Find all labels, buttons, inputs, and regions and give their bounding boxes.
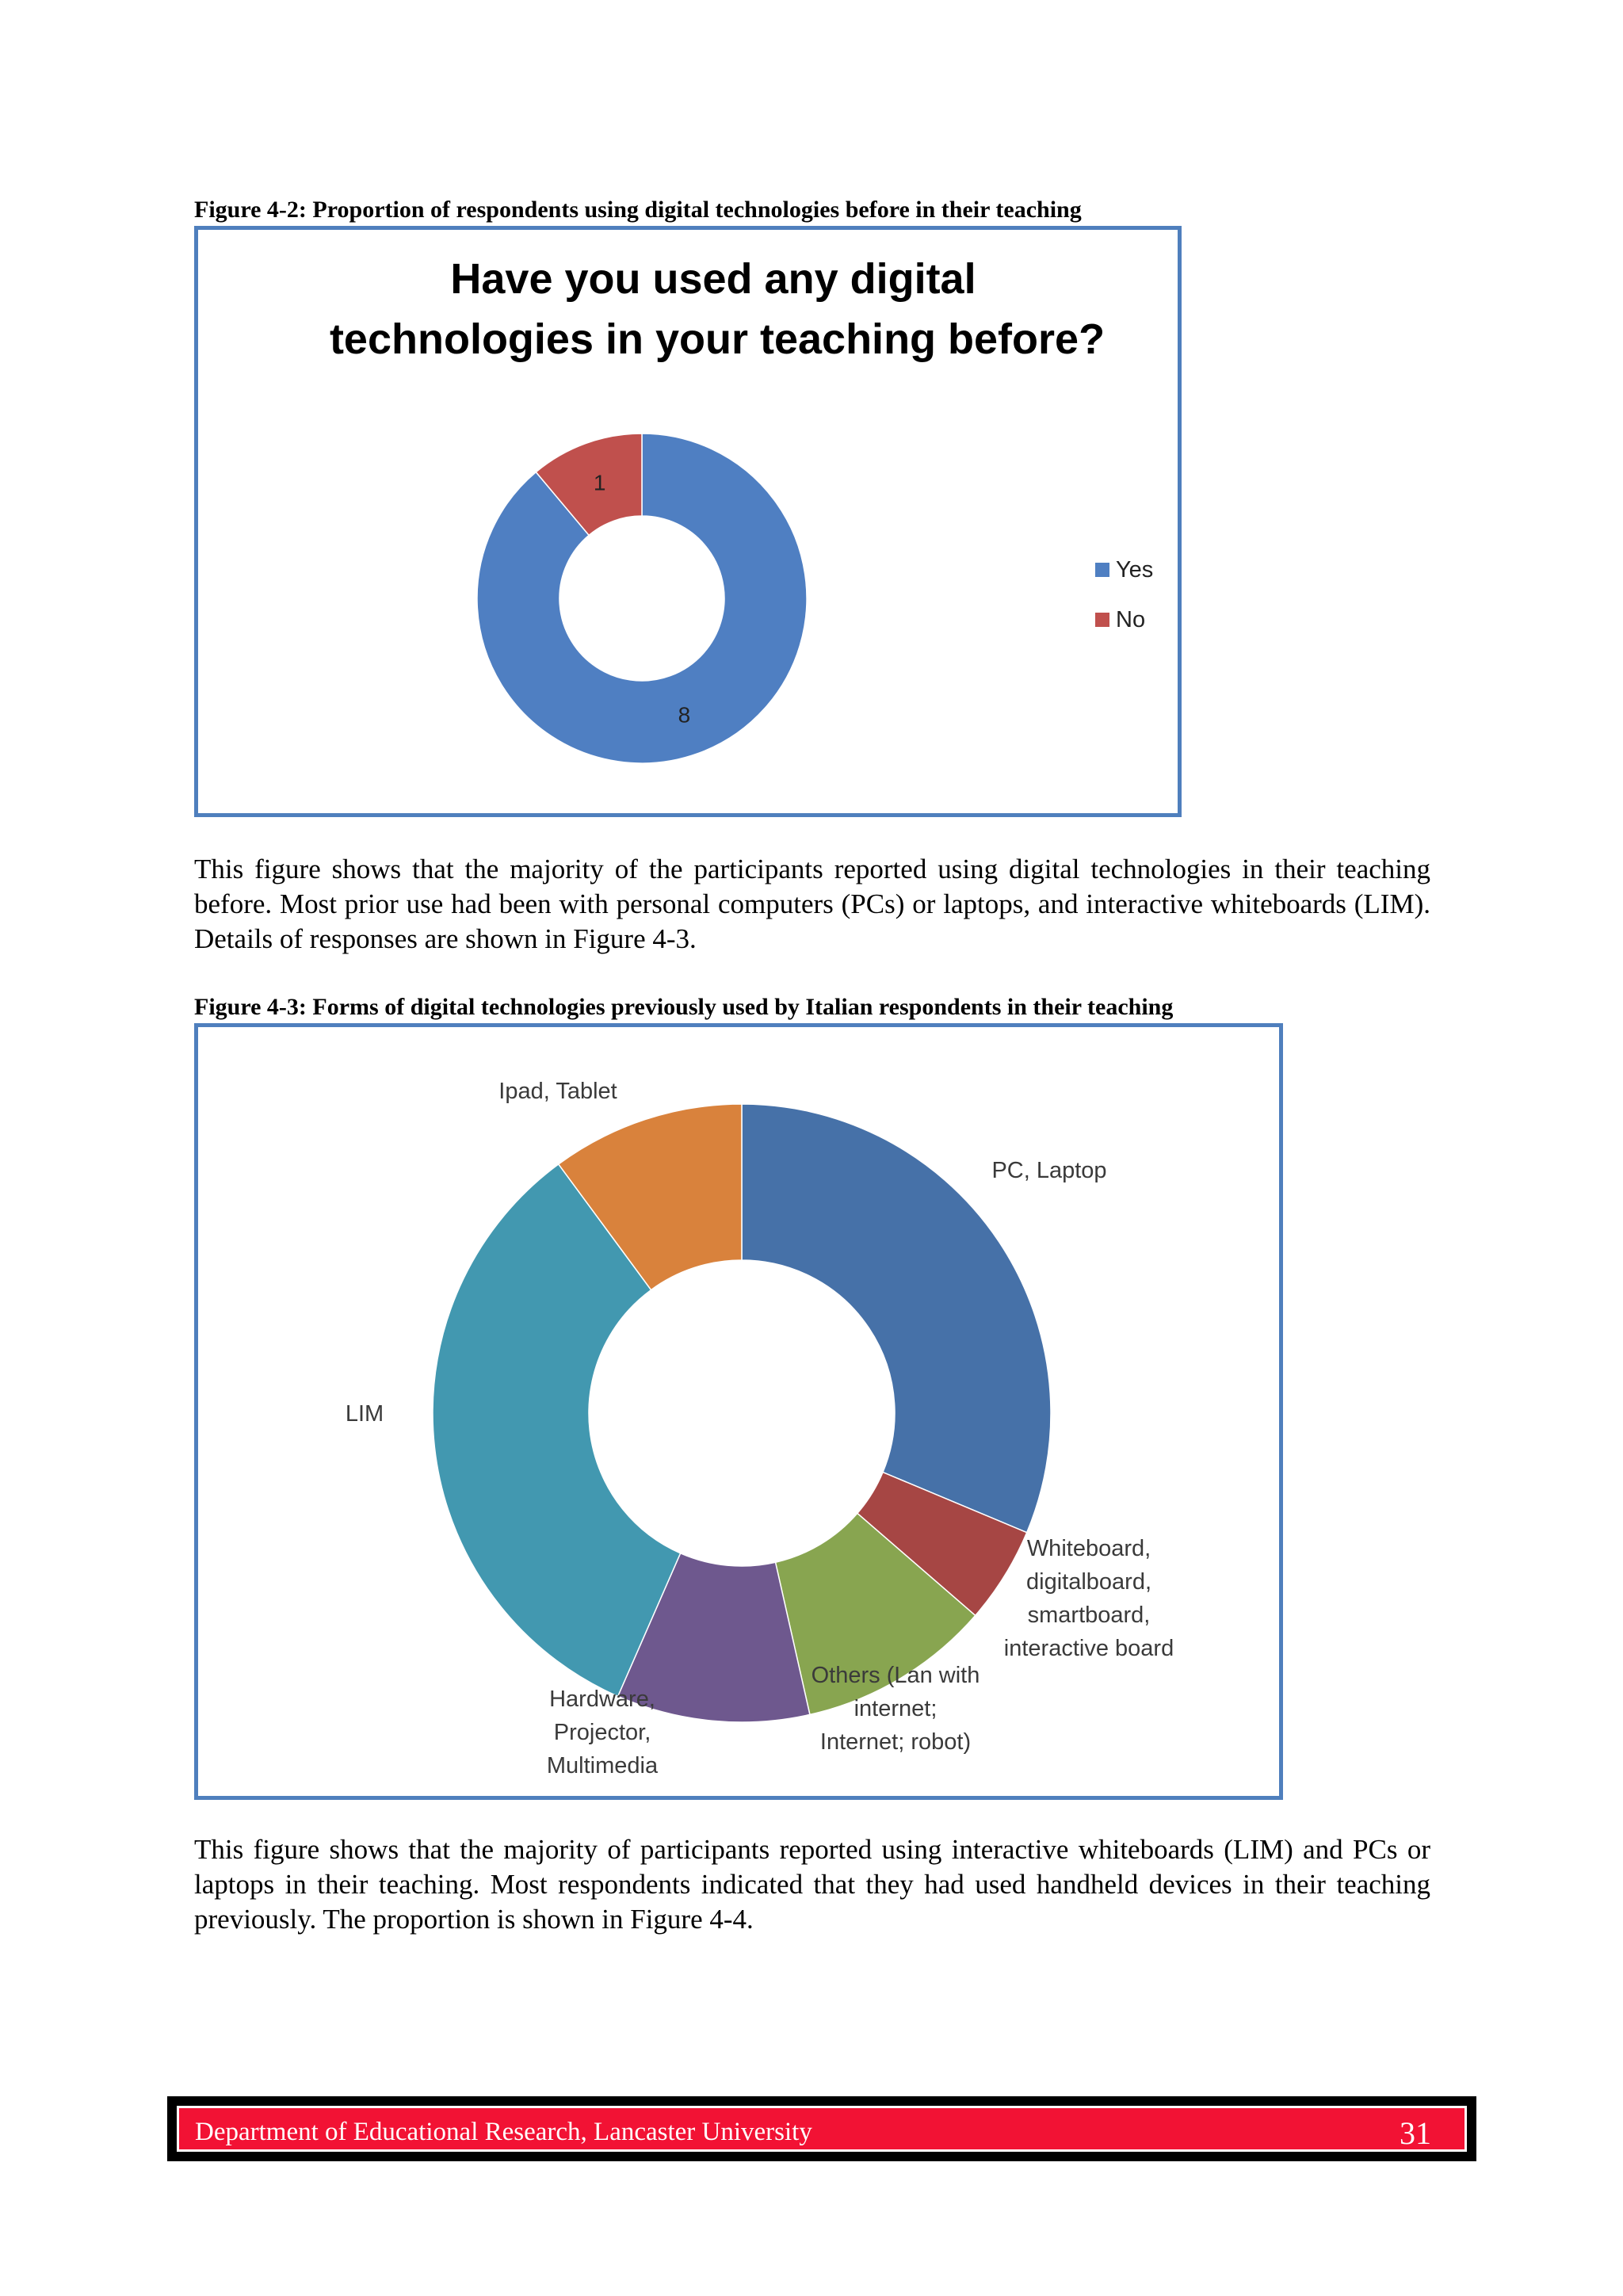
- label-line: smartboard,: [1027, 1603, 1151, 1628]
- page-number: 31: [1400, 2115, 1431, 2151]
- figure-4-2-frame: [194, 226, 1182, 817]
- legend-label-no: No: [1116, 607, 1146, 632]
- label-whiteboard-digitalboard-smartboard-interactive-board: [1004, 1536, 1174, 1661]
- label-line: Hardware,: [549, 1687, 655, 1712]
- figure-4-3-caption: Figure 4-3: Forms of digital technologies previously used by Italian respondents in their teaching: [194, 994, 1174, 1020]
- page-footer: [167, 2096, 1476, 2161]
- figure-4-2-donut-chart: [198, 230, 1178, 813]
- donut-slices: [433, 1104, 1051, 1722]
- footer-institution: Department of Educational Research, Lancaster University: [195, 2118, 812, 2146]
- label-lim: [346, 1401, 384, 1427]
- label-line: Others (Lan with: [811, 1663, 980, 1688]
- figure-4-3-frame: [194, 1023, 1283, 1800]
- legend-label-yes: Yes: [1116, 557, 1154, 583]
- label-line: LIM: [345, 1401, 384, 1427]
- label-line: digitalboard,: [1026, 1569, 1151, 1595]
- label-line: Multimedia: [546, 1753, 659, 1778]
- chart-title-line-1: Have you used any digital: [450, 255, 976, 303]
- legend-swatch-no: [1095, 613, 1109, 627]
- data-label-yes: 8: [678, 702, 691, 728]
- label-pc-laptop: [991, 1158, 1106, 1183]
- label-line: interactive board: [1003, 1636, 1174, 1661]
- label-line: Internet; robot): [819, 1729, 972, 1755]
- label-line: Whiteboard,: [1026, 1536, 1151, 1561]
- label-line: Projector,: [553, 1720, 651, 1745]
- label-line: Ipad, Tablet: [498, 1079, 617, 1104]
- legend-swatch-yes: [1095, 563, 1109, 577]
- label-others-lan-with-internet-internet-robot: [812, 1663, 980, 1755]
- label-line: internet;: [854, 1696, 938, 1721]
- figure-4-2-caption: Figure 4-2: Proportion of respondents using digital technologies before in their teaching: [194, 197, 1082, 223]
- figure-4-3-donut-chart: [198, 1027, 1279, 1796]
- label-ipad-tablet: [498, 1079, 617, 1104]
- footer-bar: [177, 2106, 1467, 2152]
- chart-title-line-2: technologies in your teaching before?: [329, 315, 1106, 363]
- chart-legend: [1095, 557, 1153, 632]
- paragraph-1: This figure shows that the majority of the participants reported using digital technologies in their teaching before. Most prior use had been with personal computers (PCs) or laptops, and interactive whiteboards (LIM). Details of responses are shown in Figure 4-3.: [194, 854, 1430, 954]
- label-line: PC, Laptop: [991, 1158, 1107, 1183]
- data-label-no: 1: [593, 470, 606, 495]
- paragraph-2: This figure shows that the majority of participants reported using interactive whiteboards (LIM) and PCs or laptops in their teaching. Most respondents indicated that they had used handheld devices in their teaching previously. The proportion is shown in Figure 4-4.: [194, 1834, 1430, 1935]
- donut-slices: [477, 434, 807, 763]
- label-hardware-projector-multimedia: [547, 1687, 659, 1778]
